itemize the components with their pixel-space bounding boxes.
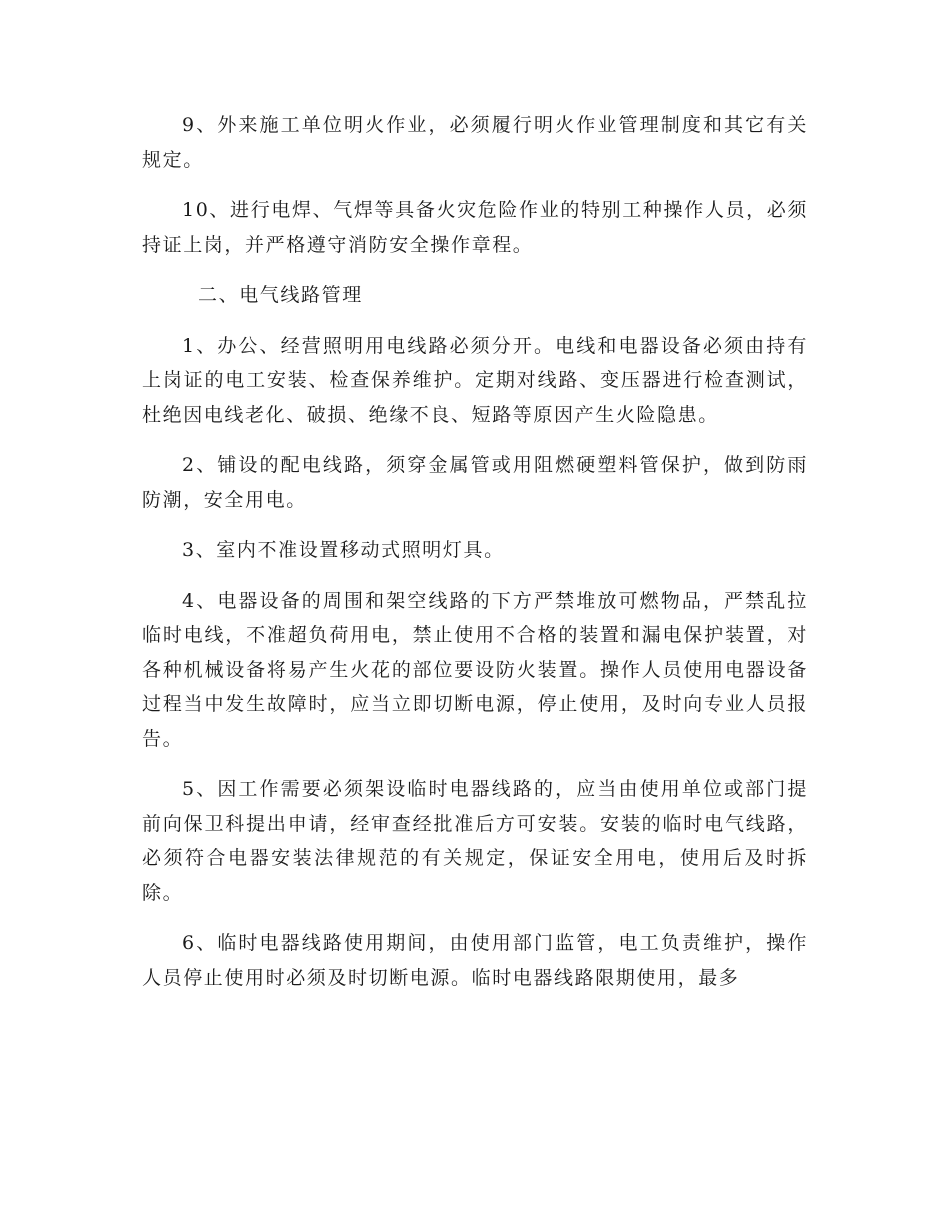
paragraph-item-10: 10、进行电焊、气焊等具备火灾危险作业的特别工种操作人员，必须持证上岗，并严格遵守消防安全操作章程。 — [142, 199, 808, 256]
section-heading: 二、电气线路管理 — [198, 284, 363, 306]
paragraph-item-5: 5、因工作需要必须架设临时电器线路的，应当由使用单位或部门提前向保卫科提出申请，经审查经批准后方可安装。安装的临时电气线路，必须符合电器安装法律规范的有关规定，保证安全用电，使用后及时拆除。 — [142, 778, 808, 904]
paragraph-item-1: 1、办公、经营照明用电线路必须分开。电线和电器设备必须由持有上岗证的电工安装、检查保养维护。定期对线路、变压器进行检查测试，杜绝因电线老化、破损、绝缘不良、短路等原因产生火险隐患。 — [142, 334, 808, 426]
paragraph-item-4: 4、电器设备的周围和架空线路的下方严禁堆放可燃物品，严禁乱拉临时电线，不准超负荷用电，禁止使用不合格的装置和漏电保护装置，对各种机械设备将易产生火花的部位要设防火装置。操作人员使用电器设备过程当中发生故障时，应当立即切断电源，停止使用，及时向专业人员报告。 — [142, 589, 808, 750]
paragraph-item-3: 3、室内不准设置移动式照明灯具。 — [182, 539, 505, 561]
paragraph-item-2: 2、铺设的配电线路，须穿金属管或用阻燃硬塑料管保护，做到防雨防潮，安全用电。 — [142, 454, 808, 511]
paragraph-item-6: 6、临时电器线路使用期间，由使用部门监管，电工负责维护，操作人员停止使用时必须及时切断电源。临时电器线路限期使用，最多 — [142, 932, 808, 989]
document-body — [142, 108, 808, 1011]
paragraph-item-9: 9、外来施工单位明火作业，必须履行明火作业管理制度和其它有关规定。 — [142, 114, 808, 171]
